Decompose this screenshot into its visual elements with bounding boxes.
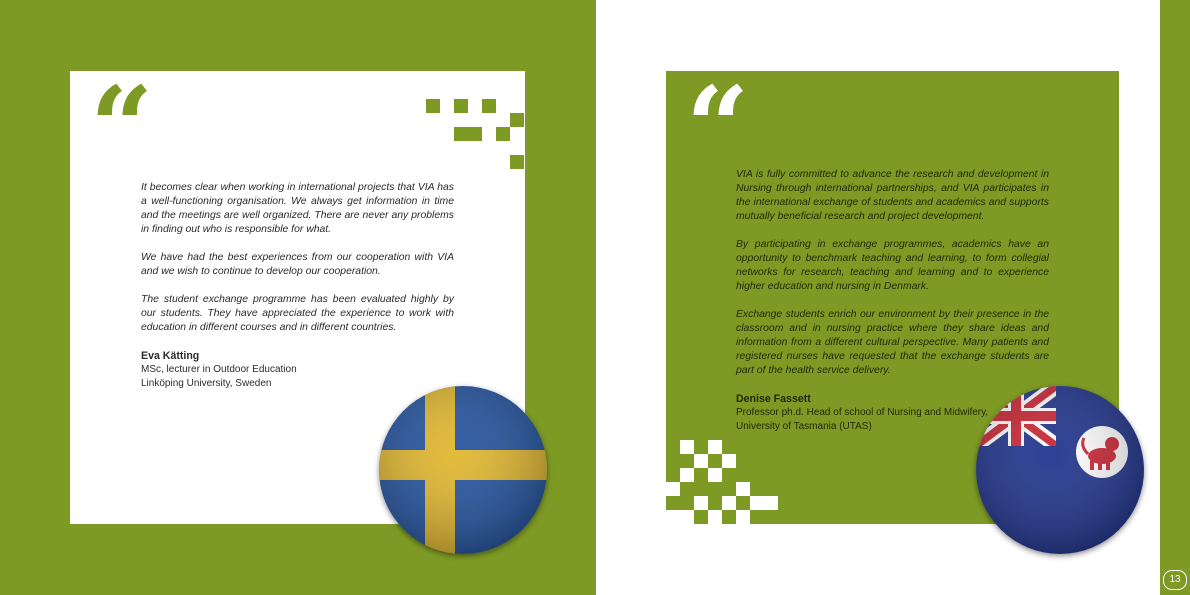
left-quote-icon: “ <box>90 62 154 191</box>
paragraph: Exchange students enrich our environment by their presence in the classroom and in nursing practice where they share ideas and information from a different cultural perspective. Many patients and registered nurses have requested that the exchange students are part of the health service delivery. <box>736 309 1049 376</box>
paragraph: The student exchange programme has been evaluated highly by our students. They have appreciated the experience to work with education in different courses and in different countries. <box>141 294 454 333</box>
paragraph: It becomes clear when working in international projects that VIA has a well-functioning organisation. We always get information in time and the meetings are well organized. There are never any problems in finding out who is responsible for what. <box>141 182 454 235</box>
right-quote-icon: “ <box>686 62 750 191</box>
left-quote-text <box>141 181 454 391</box>
sweden-flag-icon <box>379 386 547 554</box>
signature-affiliation: University of Tasmania (UTAS) <box>736 421 872 432</box>
signature-title: MSc, lecturer in Outdoor Education <box>141 364 297 375</box>
signature-affiliation: Linköping University, Sweden <box>141 378 272 389</box>
paragraph: VIA is fully committed to advance the research and development in Nursing through international partnerships, and VIA participates in the international exchange of students and academics and supports mutually beneficial research and project development. <box>736 169 1049 222</box>
tasmania-flag-icon <box>976 386 1144 554</box>
page-number: 13 <box>1163 570 1187 590</box>
right-quote-text <box>736 168 1049 434</box>
right-edge-strip <box>1160 0 1190 595</box>
signature-title: Professor ph.d. Head of school of Nursing and Midwifery, <box>736 407 989 418</box>
paragraph: We have had the best experiences from our cooperation with VIA and we wish to continue to develop our cooperation. <box>141 252 454 277</box>
signature-name: Eva Kätting <box>141 350 200 362</box>
signature-name: Denise Fassett <box>736 393 811 405</box>
paragraph: By participating in exchange programmes, academics have an opportunity to benchmark teaching and learning, to form collegial networks for research, teaching and learning and to experience higher education and nursing in Denmark. <box>736 239 1049 292</box>
